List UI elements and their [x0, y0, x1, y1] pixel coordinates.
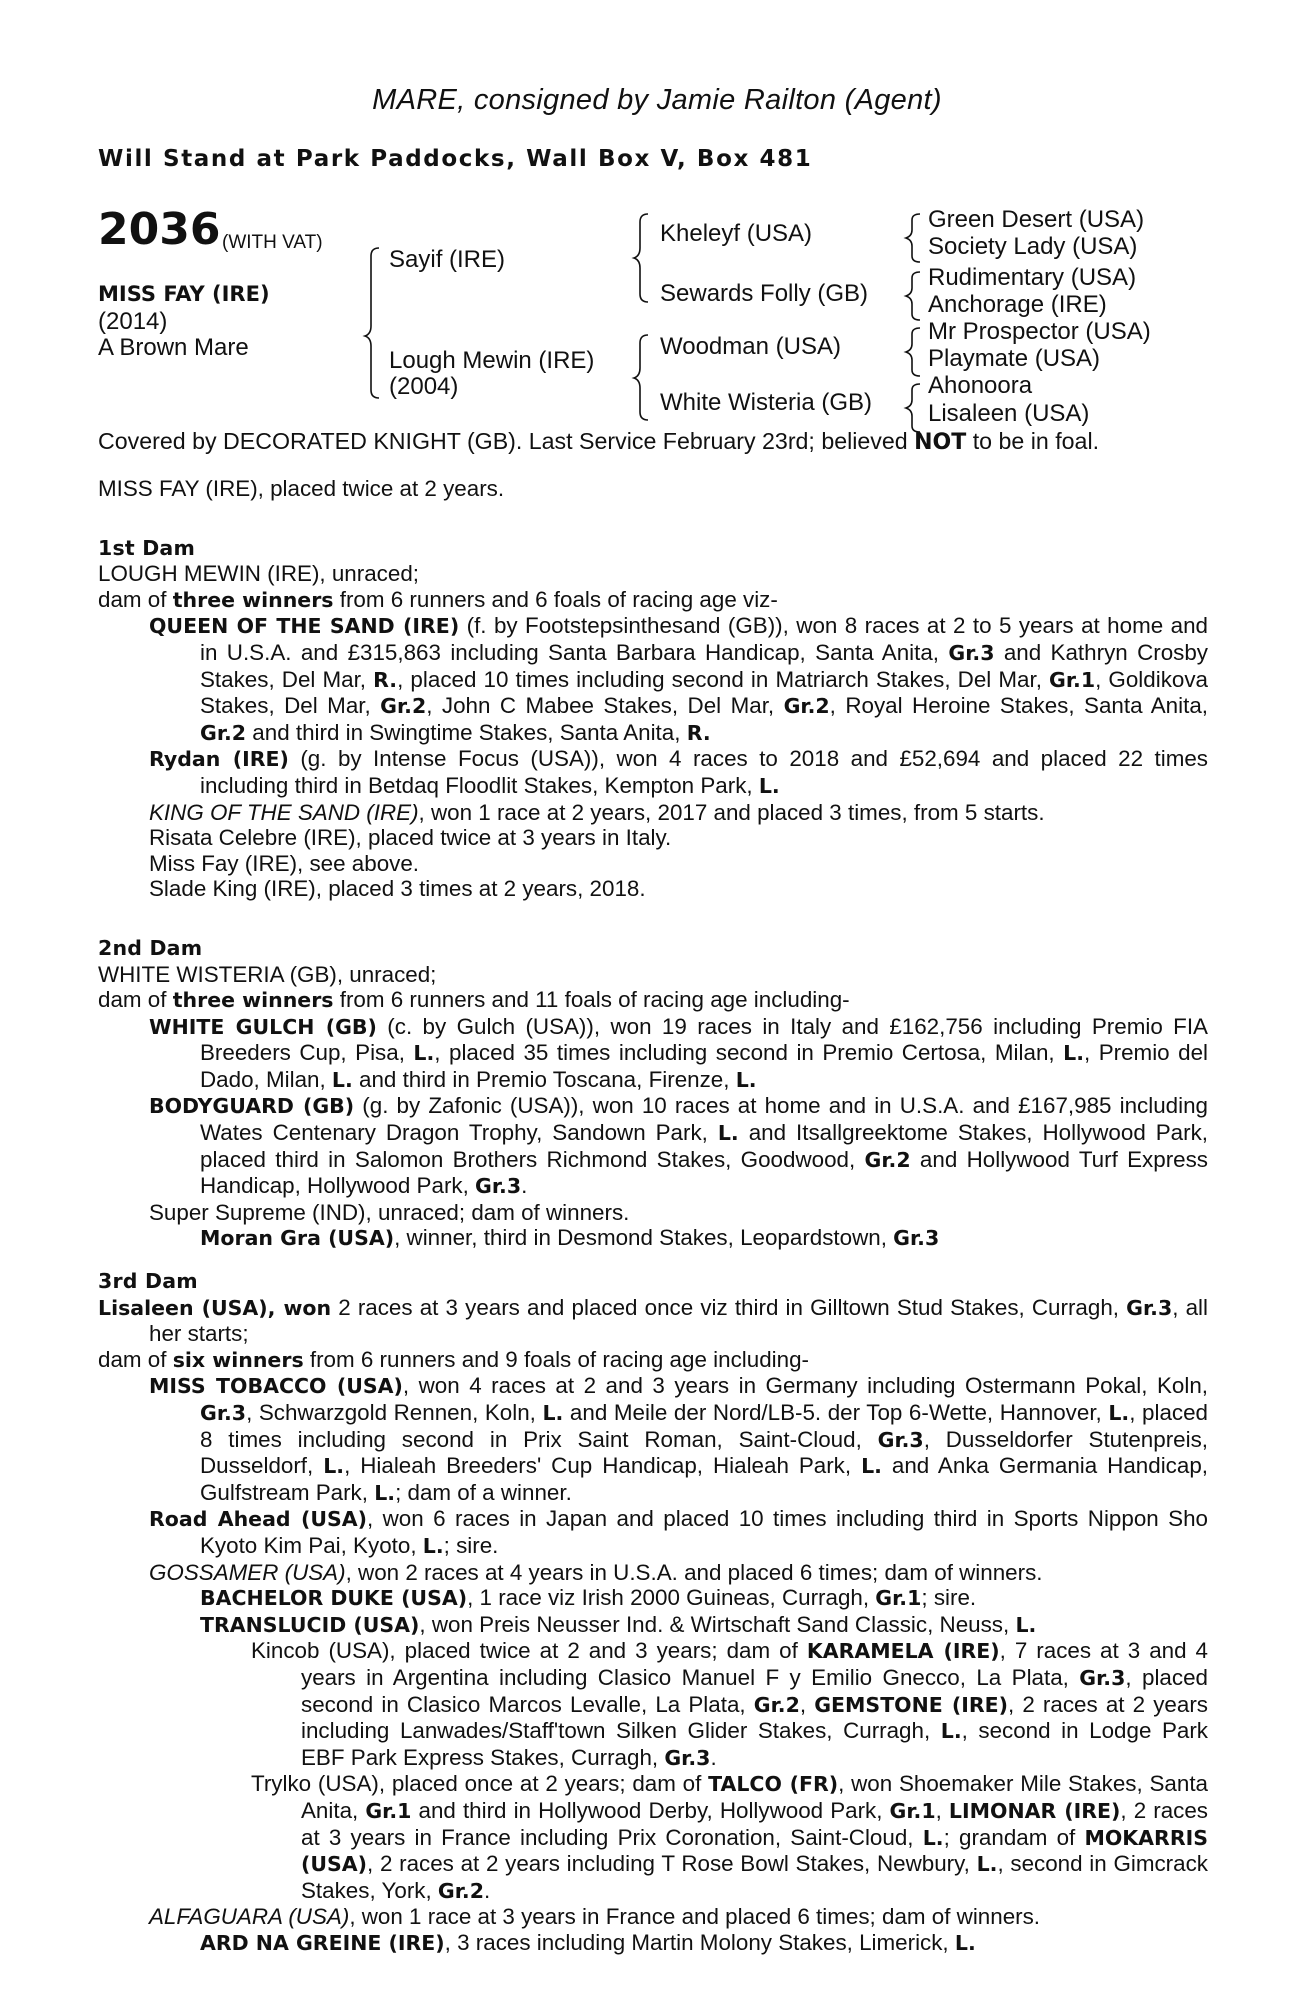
- lot-number: 2036: [98, 204, 221, 255]
- entry-trylko: Trylko (USA), placed once at 2 years; dam of TALCO (FR), won Shoemaker Mile Stakes, Santa Anita, Gr.1 and third in Hollywood Derby, Hollywood Park, Gr.1, LIMONAR (IRE), 2 races at 3 years in France including Prix Coronation, Saint-Cloud, L.; grandam of MOKARRIS (USA), 2 races at 2 years including T Rose Bowl Stakes, Newbury, L., second in Gimcrack Stakes, York, Gr.2.: [251, 1771, 1208, 1903]
- pedigree-ggp-1: Green Desert (USA): [928, 206, 1145, 233]
- entry-moran-gra: Moran Gra (USA), winner, third in Desmond Stakes, Leopardstown, Gr.3: [200, 1225, 940, 1251]
- pedigree-ggp-6: Playmate (USA): [928, 345, 1101, 372]
- second-dam-heading: 2nd Dam: [98, 935, 203, 960]
- entry-bodyguard: BODYGUARD (GB) (g. by Zafonic (USA)), won 10 races at home and in U.S.A. and £167,985 including Wates Centenary Dragon Trophy, Sandown Park, L. and Itsallgreektome Stakes, Hollywood Park, placed third in Salomon Brothers Richmond Stakes, Goodwood, Gr.2 and Hollywood Turf Express Handicap, Hollywood Park, Gr.3.: [149, 1093, 1209, 1199]
- pedigree-sire-dam: Sewards Folly (GB): [660, 280, 869, 307]
- pedigree-ggp-8: Lisaleen (USA): [928, 400, 1090, 427]
- pedigree-dam-year: (2004): [389, 373, 459, 400]
- pedigree-dam-dam: White Wisteria (GB): [660, 389, 873, 416]
- horse-description: A Brown Mare: [98, 334, 249, 361]
- entry-gossamer: GOSSAMER (USA), won 2 races at 4 years in U.S.A. and placed 6 times; dam of winners.: [149, 1559, 1043, 1585]
- page-title: MARE, consigned by Jamie Railton (Agent): [372, 84, 942, 116]
- entry-kincob: Kincob (USA), placed twice at 2 and 3 years; dam of KARAMELA (IRE), 7 races at 3 and 4 years in Argentina including Clasico Manuel F y Emilio Gnecco, La Plata, Gr.3, placed second in Clasico Marcos Levalle, La Plata, Gr.2, GEMSTONE (IRE), 2 races at 2 years including Lanwades/Staff'town Silken Glider Stakes, Curragh, L., second in Lodge Park EBF Park Express Stakes, Curragh, Gr.3.: [251, 1638, 1209, 1770]
- horse-year: (2014): [98, 308, 168, 335]
- entry-slade-king: Slade King (IRE), placed 3 times at 2 years, 2018.: [149, 876, 646, 902]
- second-dam-line: WHITE WISTERIA (GB), unraced;: [98, 961, 437, 987]
- pedigree-sire: Sayif (IRE): [389, 246, 506, 273]
- entry-rydan: Rydan (IRE) (g. by Intense Focus (USA)), won 4 races to 2018 and £52,694 and placed 22 times including third in Betdaq Floodlit Stakes, Kempton Park, L.: [149, 746, 1209, 798]
- pedigree-notes: [98, 476, 1208, 1956]
- third-dam-heading: 3rd Dam: [98, 1269, 198, 1294]
- entry-king-of-the-sand: KING OF THE SAND (IRE), won 1 race at 2 years, 2017 and placed 3 times, from 5 starts.: [149, 799, 1045, 825]
- third-dam-line: Lisaleen (USA), won 2 races at 3 years and placed once viz third in Gilltown Stud Stakes, Curragh, Gr.3, all her starts;: [98, 1294, 1208, 1347]
- entry-alfaguara: ALFAGUARA (USA), won 1 race at 3 years in France and placed 6 times; dam of winners.: [149, 1904, 1041, 1930]
- pedigree-sire-sire: Kheleyf (USA): [660, 220, 813, 247]
- entry-ard-na-greine: ARD NA GREINE (IRE), 3 races including Martin Molony Stakes, Limerick, L.: [200, 1929, 976, 1955]
- vat-note: (WITH VAT): [222, 232, 323, 253]
- covering-note: Covered by DECORATED KNIGHT (GB). Last Service February 23rd; believed NOT to be in foal.: [98, 428, 1100, 455]
- pedigree-ggp-7: Ahonoora: [928, 372, 1033, 399]
- entry-road-ahead: Road Ahead (USA), won 6 races in Japan and placed 10 times including third in Sports Nippon Sho Kyoto Kim Pai, Kyoto, L.; sire.: [149, 1506, 1208, 1558]
- entry-bachelor-duke: BACHELOR DUKE (USA), 1 race viz Irish 2000 Guineas, Curragh, Gr.1; sire.: [200, 1585, 977, 1611]
- entry-super-supreme: Super Supreme (IND), unraced; dam of winners.: [149, 1199, 630, 1225]
- entry-risata-celebre: Risata Celebre (IRE), placed twice at 3 years in Italy.: [149, 825, 672, 851]
- first-dam-line: LOUGH MEWIN (IRE), unraced;: [98, 561, 419, 587]
- horse-name: MISS FAY (IRE): [98, 282, 270, 306]
- pedigree-dam: Lough Mewin (IRE): [389, 347, 595, 374]
- entry-miss-tobacco: MISS TOBACCO (USA), won 4 races at 2 and 3 years in Germany including Ostermann Pokal, Koln, Gr.3, Schwarzgold Rennen, Koln, L. and Meile der Nord/LB-5. der Top 6-Wette, Hannover, L., placed 8 times including second in Prix Saint Roman, Saint-Cloud, Gr.3, Dusseldorfer Stutenpreis, Dusseldorf, L., Hialeah Breeders' Cup Handicap, Hialeah Park, L. and Anka Germania Handicap, Gulfstream Park, L.; dam of a winner.: [149, 1373, 1208, 1505]
- stand-location: Will Stand at Park Paddocks, Wall Box V, Box 481: [98, 146, 813, 172]
- second-dam-produce: dam of three winners from 6 runners and 11 foals of racing age including-: [98, 987, 850, 1013]
- pedigree-ggp-4: Anchorage (IRE): [928, 291, 1107, 318]
- third-dam-produce: dam of six winners from 6 runners and 9 foals of racing age including-: [98, 1346, 809, 1372]
- pedigree-ggp-5: Mr Prospector (USA): [928, 318, 1151, 345]
- pedigree-dam-sire: Woodman (USA): [660, 333, 841, 360]
- pedigree-ggp-2: Society Lady (USA): [928, 233, 1138, 260]
- intro-line: MISS FAY (IRE), placed twice at 2 years.: [98, 476, 505, 501]
- pedigree-ggp-3: Rudimentary (USA): [928, 264, 1137, 291]
- first-dam-produce: dam of three winners from 6 runners and 6 foals of racing age viz-: [98, 586, 778, 612]
- first-dam-heading: 1st Dam: [98, 535, 196, 560]
- entry-queen-of-the-sand: QUEEN OF THE SAND (IRE) (f. by Footstepsinthesand (GB)), won 8 races at 2 to 5 years at home and in U.S.A. and £315,863 including Santa Barbara Handicap, Santa Anita, Gr.3 and Kathryn Crosby Stakes, Del Mar, R., placed 10 times including second in Matriarch Stakes, Del Mar, Gr.1, Goldikova Stakes, Del Mar, Gr.2, John C Mabee Stakes, Del Mar, Gr.2, Royal Heroine Stakes, Santa Anita, Gr.2 and third in Swingtime Stakes, Santa Anita, R.: [149, 613, 1209, 745]
- entry-white-gulch: WHITE GULCH (GB) (c. by Gulch (USA)), won 19 races in Italy and £162,756 including Premio FIA Breeders Cup, Pisa, L., placed 35 times including second in Premio Certosa, Milan, L., Premio del Dado, Milan, L. and third in Premio Toscana, Firenze, L.: [149, 1013, 1208, 1092]
- entry-translucid: TRANSLUCID (USA), won Preis Neusser Ind. & Wirtschaft Sand Classic, Neuss, L.: [200, 1611, 1037, 1637]
- entry-miss-fay: Miss Fay (IRE), see above.: [149, 850, 420, 876]
